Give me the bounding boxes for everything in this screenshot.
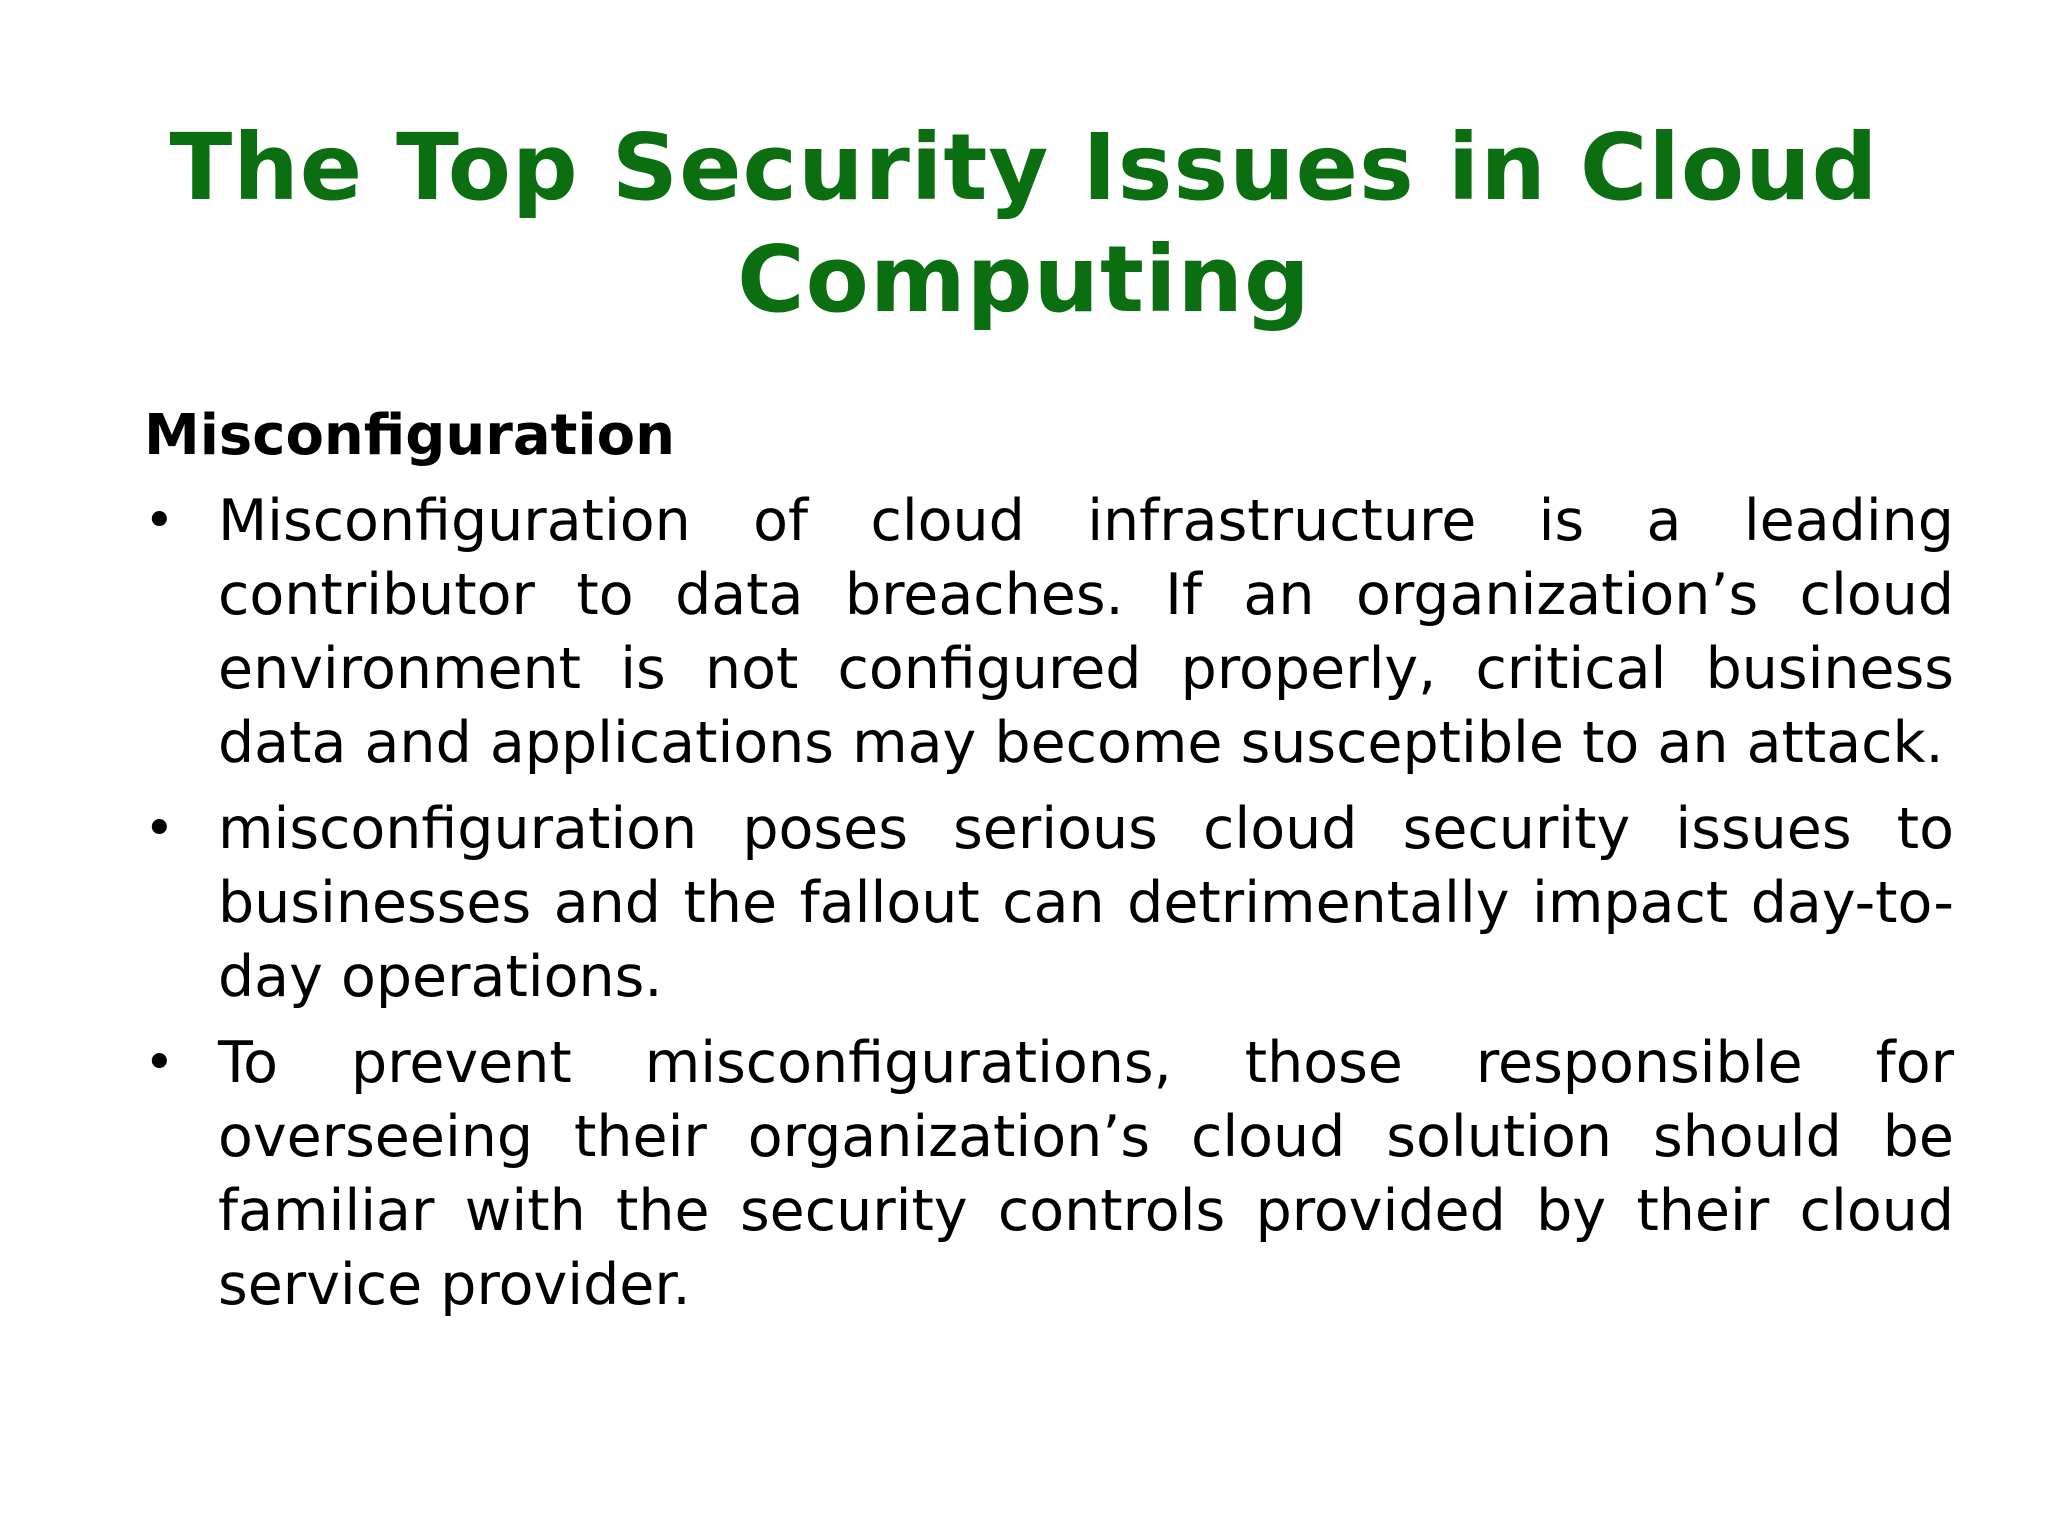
- bullet-item: [144, 792, 1954, 1014]
- slide-title: The Top Security Issues in Cloud Computing: [169, 114, 1879, 333]
- bullet-text: misconfiguration poses serious cloud security issues to businesses and the fallout can detrimentally impact day-to-day operations.: [218, 796, 1954, 1010]
- bullet-text: To prevent misconfigurations, those responsible for overseeing their organization’s cloud solution should be familiar with the security controls provided by their cloud service provider.: [218, 1030, 1954, 1318]
- bullet-text: Misconfiguration of cloud infrastructure is a leading contributor to data breaches. If an organization’s cloud environment is not configured properly, critical business data and applications may become susceptible to an attack.: [218, 488, 1954, 776]
- bullet-icon: •: [144, 1033, 175, 1093]
- bullet-item: [144, 484, 1954, 780]
- slide-content: [144, 398, 1954, 1334]
- bullet-icon: •: [144, 799, 175, 859]
- bullet-icon: •: [144, 491, 175, 551]
- bullet-item: [144, 1026, 1954, 1322]
- section-heading: Misconfiguration: [144, 403, 675, 468]
- bullet-list: [144, 484, 1954, 1322]
